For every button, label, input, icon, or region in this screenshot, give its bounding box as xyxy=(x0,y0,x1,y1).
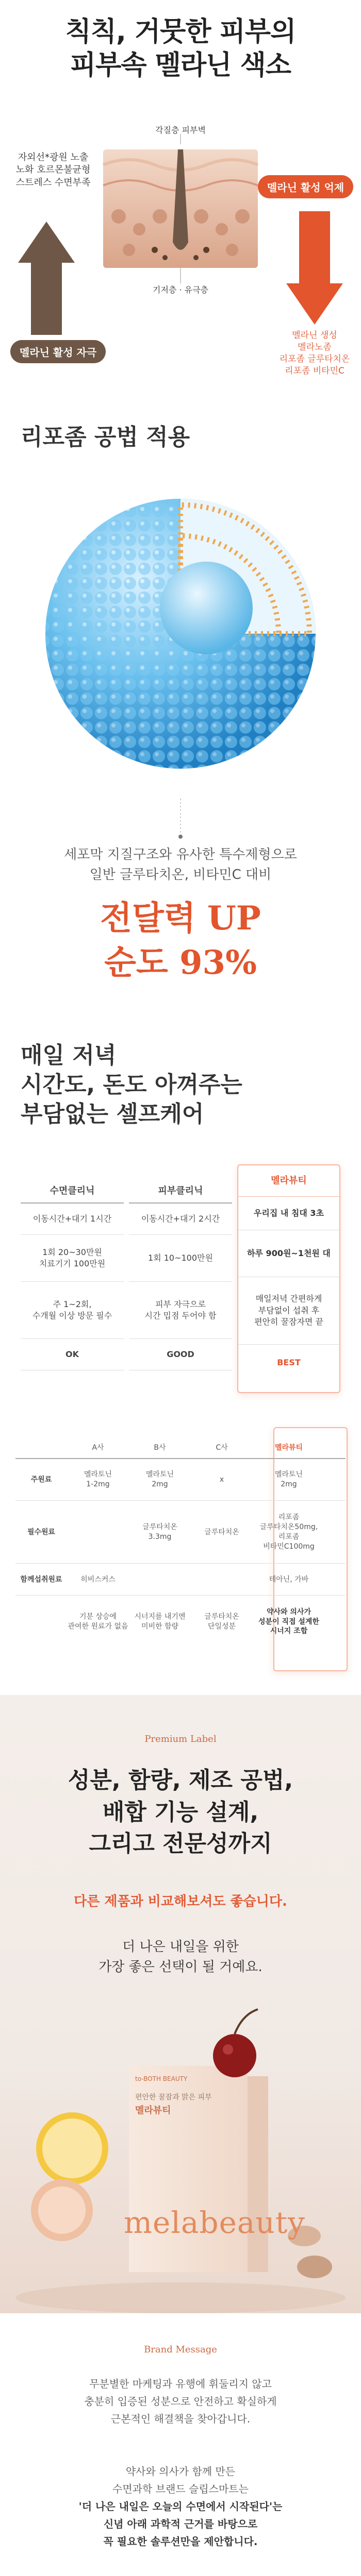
product-scene-illustration xyxy=(0,1989,361,2313)
brand-label: Brand Message xyxy=(144,2344,217,2355)
melanin-inhibition-badge: 멜라닌 활성 억제 xyxy=(258,175,353,198)
dotted-divider xyxy=(178,799,183,840)
table-row: 필수원료 글루타치온 3.3mg 글루타치온 리포좀 글루타치온50mg, 리포좀 비타민C100mg xyxy=(15,1501,346,1564)
ingredient-table xyxy=(15,1427,346,1669)
brand-paragraph-2: 약사와 의사가 함께 만든 수면과학 브랜드 슬립스마트는 '더 나은 내일은 오늘의 수면에서 시작된다'는 신념 아래 과학적 근거를 바탕으로 꼭 필요한 솔루션만을 제안합니다. xyxy=(78,2465,283,2548)
column-header: 멜라뷰티 xyxy=(238,1165,339,1197)
capsule xyxy=(297,2256,332,2278)
liposome-sphere-illustration xyxy=(36,489,325,778)
column-melabeauty: 멜라뷰티 우리집 내 침대 3초 하루 900원~1천원 대 매일저녁 간편하게 부담없이 섭취 후 편안히 꿀잠자면 끝 BEST xyxy=(237,1164,340,1393)
brand-paragraph-1: 무분별한 마케팅과 유행에 휘둘리지 않고 충분히 입증된 성분으로 안전하고 확실하게 근본적인 해결책을 찾아갑니다. xyxy=(84,2378,277,2425)
left-cause-note: 자외선*광원 노출 노화 호르몬불균형 스트레스 수면부족 xyxy=(15,152,91,188)
liposome-title: 리포좀 공법 적용 xyxy=(21,424,190,450)
arrow-down-icon xyxy=(286,211,343,325)
column-skin-clinic: 피부클리닉 이동시간+대기 2시간 1회 10~100만원 피부 자극으로 시간 밉점 두어야 함 GOOD xyxy=(129,1180,232,1381)
box-line1: 편안한 꿀잠과 맑은 피부 xyxy=(135,2093,212,2102)
ingredient-comparison-section xyxy=(0,1412,361,1695)
liposome-description: 세포막 지질구조와 유사한 특수제형으로 일반 글루타치온, 비타민C 대비 xyxy=(64,847,297,883)
column-header: 피부클리닉 xyxy=(129,1180,232,1204)
cost-comparison-table xyxy=(21,1175,340,1396)
selfcare-title: 매일 저녁 시간도, 돈도 아껴주는 부담없는 셀프케어 xyxy=(21,1042,242,1128)
cherry xyxy=(213,2034,256,2077)
liposome-section xyxy=(0,392,361,1041)
liposome-core xyxy=(160,562,253,654)
table-row: 주원료 멜라토닌 1-2mg 멜라토닌 2mg x 멜라토닌 2mg xyxy=(15,1459,346,1501)
right-solution-note: 멜라닌 생성 멜라노좀 리포좀 글루타치온 리포좀 비타민C xyxy=(279,330,350,376)
premium-title: 성분, 함량, 제조 공법, 배합 기능 설계, 그리고 전문성까지 xyxy=(68,1767,293,1857)
premium-subtitle: 더 나은 내일을 위한 가장 좋은 선택이 될 거예요. xyxy=(99,1939,262,1975)
premium-compare-text: 다른 제품과 비교해보셔도 좋습니다. xyxy=(74,1894,287,1909)
top-layer-label: 각질층 피부벽 xyxy=(155,125,206,135)
melanin-activation-badge: 멜라닌 활성 자극 xyxy=(10,340,106,363)
box-wordmark: melabeauty xyxy=(124,2205,305,2240)
melanin-section xyxy=(0,0,361,392)
premium-section xyxy=(0,1695,361,2313)
table-header-row: A사 B사 C사 멜라뷰티 xyxy=(15,1437,346,1459)
table-row: 함께섭취원료 히비스커스 테아닌, 가바 xyxy=(15,1564,346,1596)
brand-message-section xyxy=(0,2313,361,2576)
column-header: 수면클리닉 xyxy=(21,1180,124,1204)
liposome-highlight: 전달력 UP 순도 93% xyxy=(100,899,261,982)
premium-label: Premium Label xyxy=(144,1734,217,1744)
box-line2: 멜라뷰티 xyxy=(135,2105,171,2116)
bottom-layer-label: 기저층 · 유극층 xyxy=(153,285,208,295)
selfcare-section xyxy=(0,1041,361,1412)
column-sleep-clinic: 수면클리닉 이동시간+대기 1시간 1회 20~30만원 치료기기 100만원 주 1~2회, 수개월 이상 방문 필수 OK xyxy=(21,1180,124,1381)
box-brand: to-BOTH BEAUTY xyxy=(135,2075,188,2082)
product-visual xyxy=(0,1989,361,2313)
table-row: 기분 상승에 관여한 원료가 없음 시너지를 내기엔 미비한 함량 글루타치온 단일성분 약사와 의사가 성분이 직접 설계한 시너지 조합 xyxy=(68,1607,319,1636)
melanin-diagram xyxy=(0,125,361,376)
arrow-up-icon xyxy=(18,222,75,335)
melanin-title: 칙칙, 거뭇한 피부의 피부속 멜라닌 색소 xyxy=(65,16,296,81)
